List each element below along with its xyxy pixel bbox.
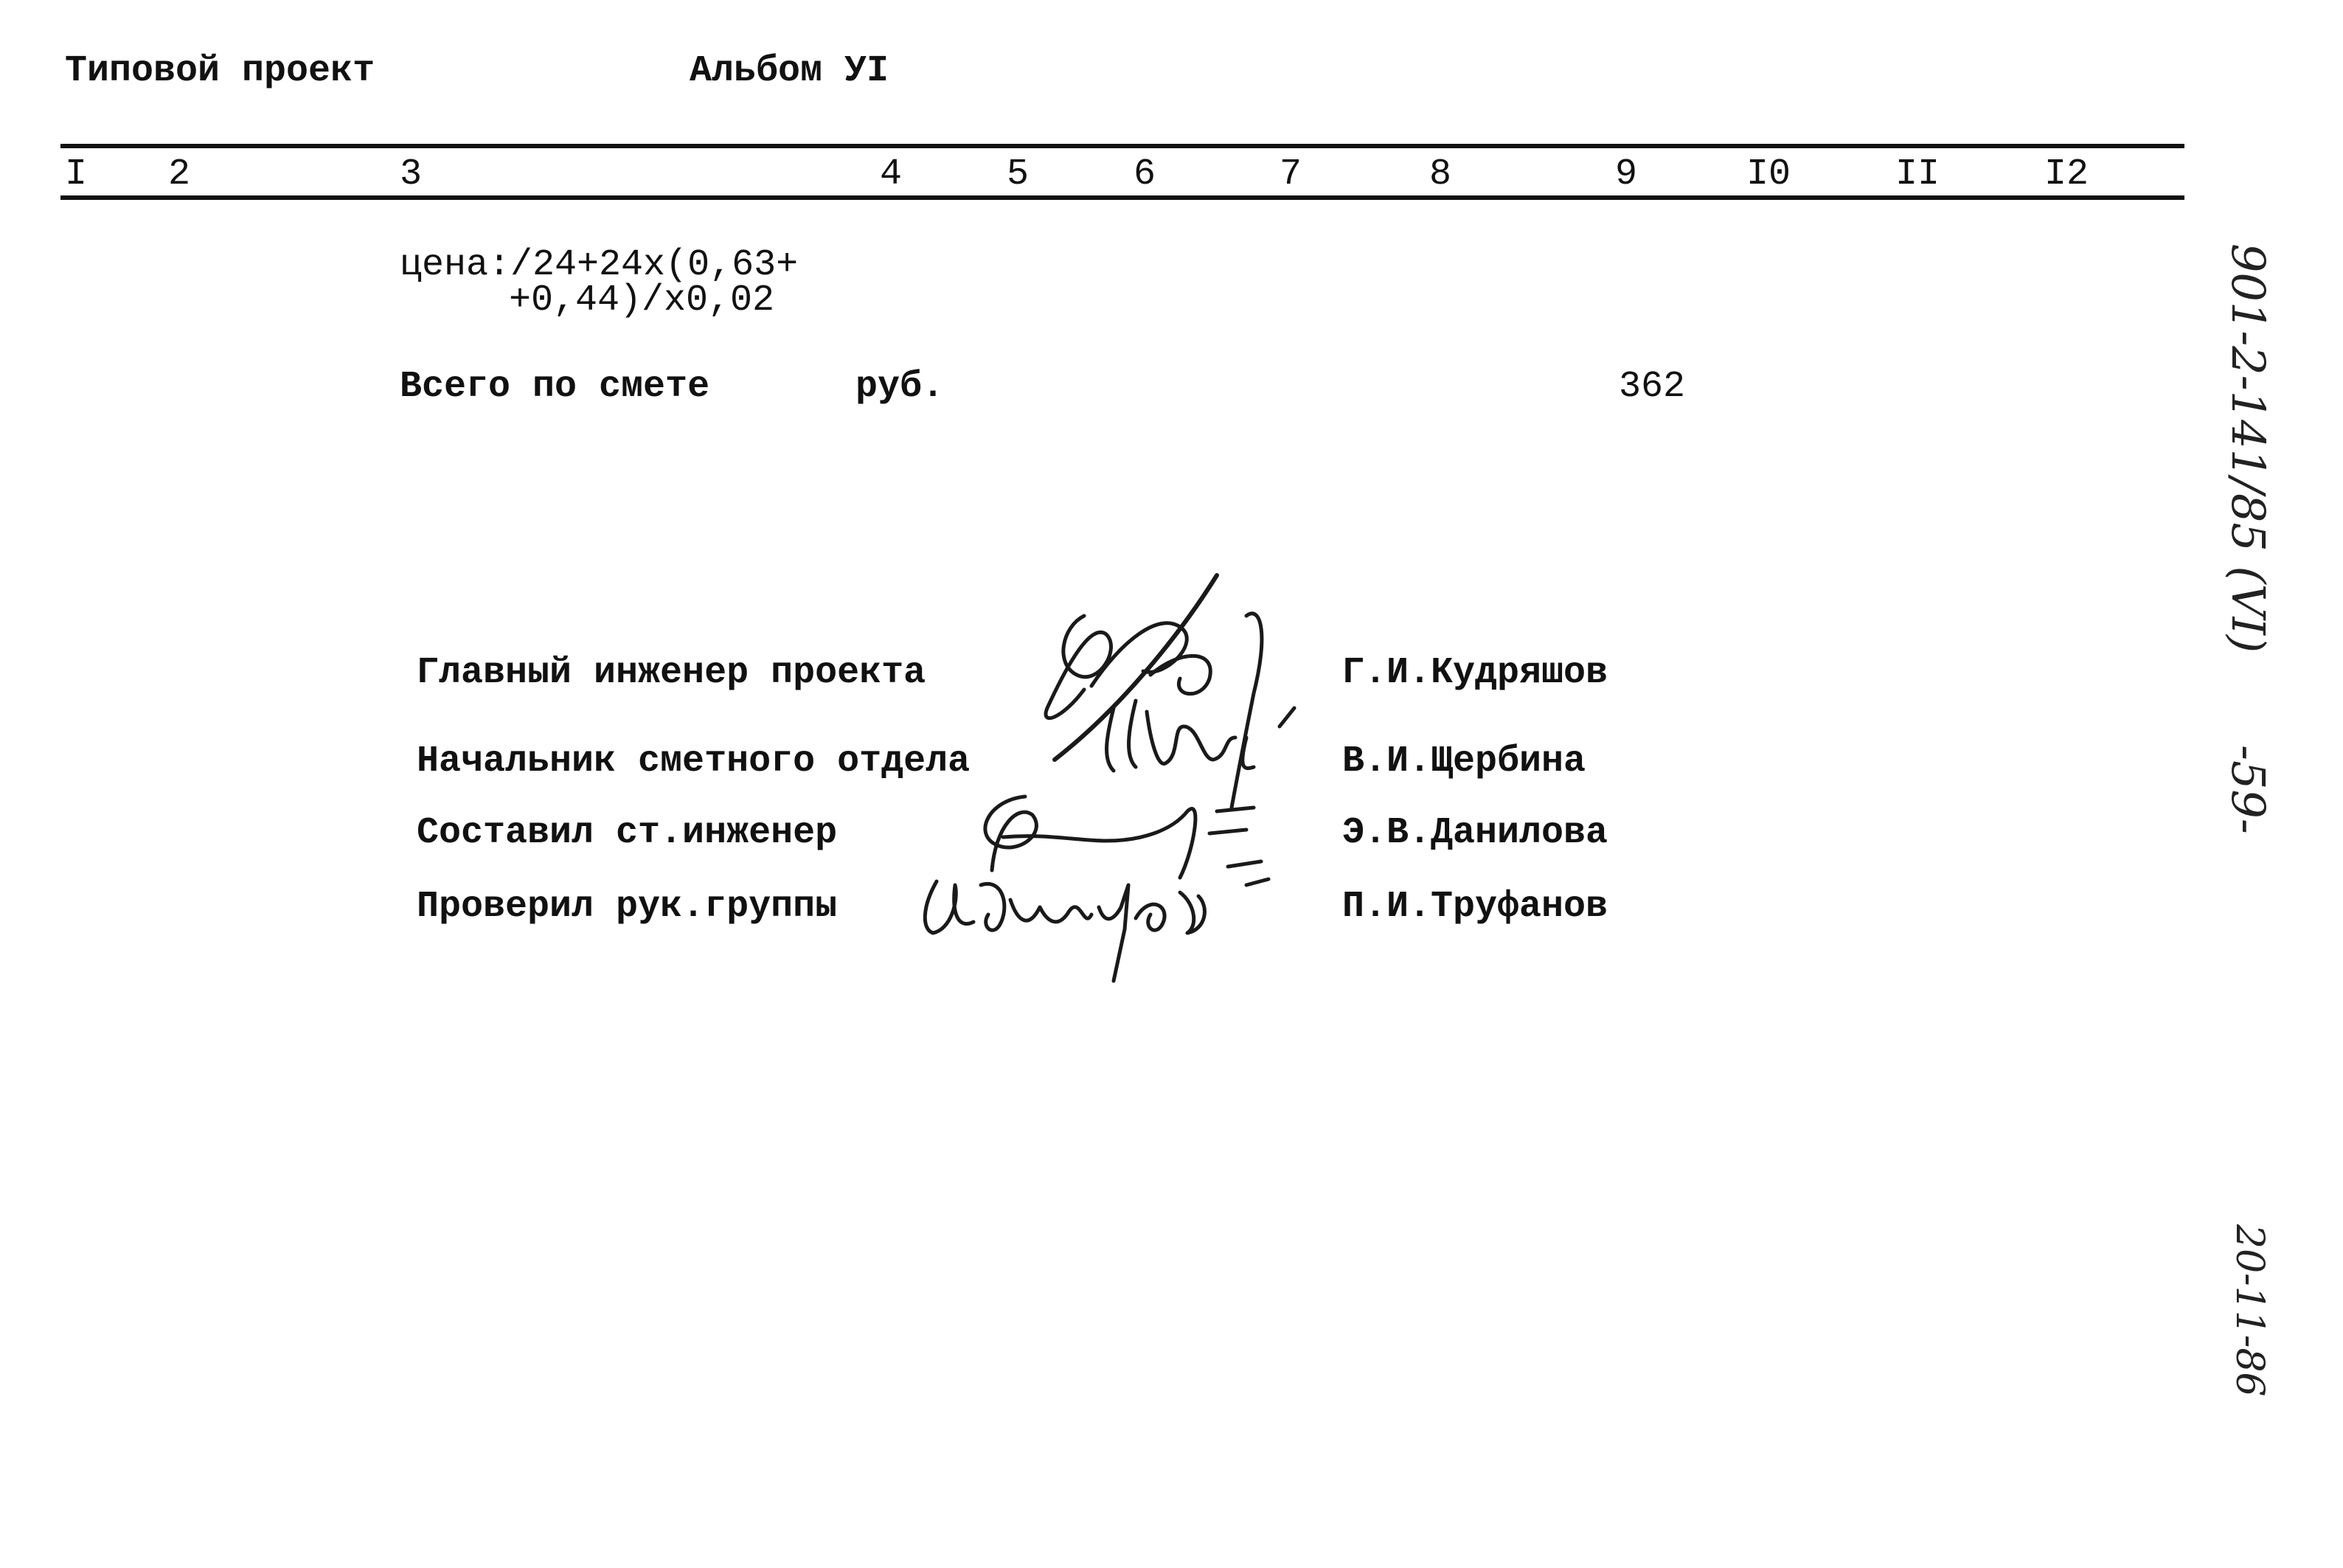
margin-page-number: -59-	[2221, 745, 2275, 834]
column-number: 6	[1134, 153, 1156, 195]
signature-role: Составил ст.инженер	[417, 812, 838, 854]
signature-name: Г.И.Кудряшов	[1342, 652, 1608, 694]
header-album-label: Альбом УI	[690, 50, 889, 92]
price-formula-line-1: цена:/24+24х(0,63+	[400, 244, 799, 286]
column-number: 7	[1280, 153, 1302, 195]
signature-name: Э.В.Данилова	[1342, 812, 1608, 854]
total-label: Всего по смете	[400, 366, 710, 408]
column-number: 8	[1429, 153, 1452, 195]
column-number: I0	[1746, 153, 1791, 195]
signature-role: Начальник сметного отдела	[417, 740, 971, 783]
column-number: 5	[1007, 153, 1030, 195]
column-number: 3	[400, 153, 423, 195]
column-number: I2	[2044, 153, 2089, 195]
column-number: I	[65, 153, 88, 195]
margin-stamp: 20-11-86	[2227, 1224, 2271, 1397]
price-formula-line-2: +0,44)/х0,02	[509, 280, 775, 322]
total-value: 362	[1619, 366, 1686, 408]
margin-document-code: 901-2-141/85 (VI)	[2221, 243, 2275, 653]
signature-role: Проверил рук.группы	[417, 886, 838, 928]
signature-estimate-head	[1107, 701, 1294, 771]
header-project-label: Типовой проект	[65, 50, 375, 92]
column-number: 4	[880, 153, 903, 195]
column-number: 2	[168, 153, 191, 195]
signature-name: П.И.Труфанов	[1342, 886, 1608, 928]
signature-name: В.И.Щербина	[1342, 740, 1586, 783]
column-number: II	[1895, 153, 1940, 195]
signature-role: Главный инженер проекта	[417, 652, 926, 694]
signature-chief-engineer	[1046, 575, 1262, 808]
total-unit: руб.	[855, 366, 945, 408]
column-number: 9	[1615, 153, 1638, 195]
signature-compiler	[985, 797, 1261, 878]
signature-checker	[925, 879, 1268, 981]
